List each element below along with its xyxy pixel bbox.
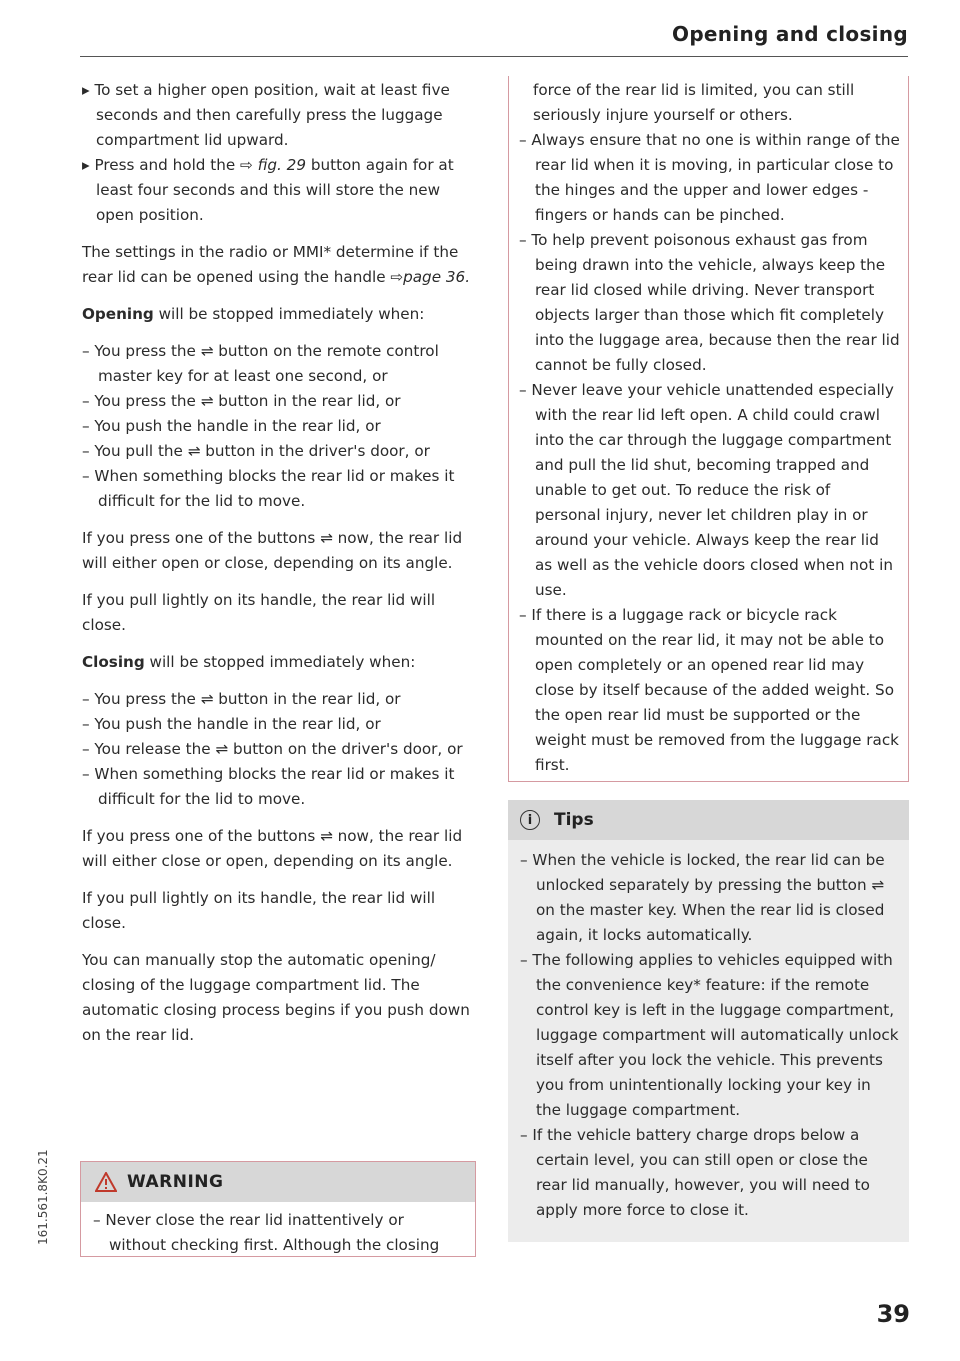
header-rule [80, 56, 908, 57]
list-item: – When something blocks the rear lid or makes it difficult for the lid to move. [82, 765, 455, 808]
document-code: 161.561.8K0.21 [36, 1149, 50, 1245]
list-item: – When something blocks the rear lid or makes it difficult for the lid to move. [82, 467, 455, 510]
body-paragraph: If you pull lightly on its handle, the rear lid will close. [82, 889, 436, 932]
warning-box [80, 1161, 476, 1257]
body-paragraph: If you press one of the buttons ⇌ now, the rear lid will either close or open, depending on its angle. [82, 827, 463, 870]
tips-body [508, 840, 909, 1223]
info-icon: i [520, 810, 540, 830]
list-item: – Never close the rear lid inattentively or without checking first. Although the closing [93, 1211, 440, 1254]
warning-continuation [508, 76, 909, 782]
arrow-bullet-icon: ▸ [82, 156, 95, 174]
opening-list [82, 339, 477, 514]
warning-body [81, 1202, 475, 1258]
closing-list [82, 687, 477, 812]
list-item: – You push the handle in the rear lid, or [82, 715, 381, 733]
list-item: – You press the ⇌ button in the rear lid, or [82, 392, 401, 410]
list-item: – You press the ⇌ button on the remote control master key for at least one second, or [82, 342, 439, 385]
instruction-item: ▸ Press and hold the ⇨ fig. 29 button again for at least four seconds and this will store the new open position. [82, 156, 454, 224]
list-item: – When the vehicle is locked, the rear lid can be unlocked separately by pressing the button ⇌ on the master key. When the rear lid is closed again, it locks automatically. [520, 851, 885, 944]
settings-paragraph: The settings in the radio or MMI* determine if the rear lid can be opened using the handle ⇨page 36. [82, 243, 471, 286]
list-item: – If there is a luggage rack or bicycle rack mounted on the rear lid, it may not be able to open completely or an opened rear lid may close by itself because of the added weight. So the open rear lid must be supported or the weight must be removed from the luggage rack first. [519, 606, 899, 774]
list-item: – You pull the ⇌ button in the driver's door, or [82, 442, 430, 460]
list-item: – You press the ⇌ button in the rear lid, or [82, 690, 401, 708]
instruction-list [82, 78, 477, 228]
arrow-bullet-icon: ▸ [82, 81, 95, 99]
list-item: – To help prevent poisonous exhaust gas from being drawn into the vehicle, always keep the rear lid closed while driving. Never transport objects larger than those which fit completely into the luggage area, because then the rear lid cannot be fully closed. [519, 231, 900, 374]
page-header-title: Opening and closing [672, 22, 908, 46]
page-number: 39 [876, 1300, 910, 1328]
opening-intro: Opening will be stopped immediately when: [82, 305, 425, 323]
list-item: – Never leave your vehicle unattended especially with the rear lid left open. A child could crawl into the car through the luggage compartment and pull the lid shut, becoming trapped and unable to get out. To reduce the risk of personal injury, never let children play in or around your vehicle. Always keep the rear lid as well as the vehicle doors closed when not in use. [519, 381, 894, 599]
list-item: – The following applies to vehicles equipped with the convenience key* feature: if the remote control key is left in the luggage compartment, luggage compartment will automatically unlock itself after you lock the vehicle. This prevents you from unintentionally locking your key in the luggage compartment. [520, 951, 899, 1119]
body-paragraph: You can manually stop the automatic opening/ closing of the luggage compartment lid. The automatic closing process begins if you push down on the rear lid. [82, 951, 470, 1044]
list-item: – You push the handle in the rear lid, or [82, 417, 381, 435]
page-link[interactable]: ⇨page 36. [390, 268, 471, 286]
left-column [82, 78, 477, 1060]
warning-continuation-text: force of the rear lid is limited, you can still seriously injure yourself or others. [533, 81, 855, 124]
warning-triangle-icon [95, 1172, 117, 1192]
arrow-right-icon: ⇨ [240, 156, 253, 174]
figure-link[interactable]: ⇨ fig. 29 [240, 156, 307, 174]
instruction-item: ▸ To set a higher open position, wait at least five seconds and then carefully press the luggage compartment lid upward. [82, 81, 450, 149]
tips-header [508, 800, 909, 840]
tips-box [508, 800, 909, 1242]
warning-header [81, 1162, 475, 1202]
body-paragraph: If you press one of the buttons ⇌ now, the rear lid will either open or close, depending on its angle. [82, 529, 463, 572]
list-item: – Always ensure that no one is within range of the rear lid when it is moving, in particular close to the hinges and the upper and lower edges - fingers or hands can be pinched. [519, 131, 900, 224]
warning-title: WARNING [127, 1172, 224, 1192]
list-item: – If the vehicle battery charge drops below a certain level, you can still open or close the rear lid manually, however, you will need to apply more force to close it. [520, 1126, 870, 1219]
arrow-right-icon: ⇨ [390, 268, 404, 286]
tips-title: Tips [554, 810, 594, 830]
body-paragraph: If you pull lightly on its handle, the rear lid will close. [82, 591, 436, 634]
list-item: – You release the ⇌ button on the driver's door, or [82, 740, 463, 758]
closing-intro: Closing will be stopped immediately when: [82, 653, 416, 671]
